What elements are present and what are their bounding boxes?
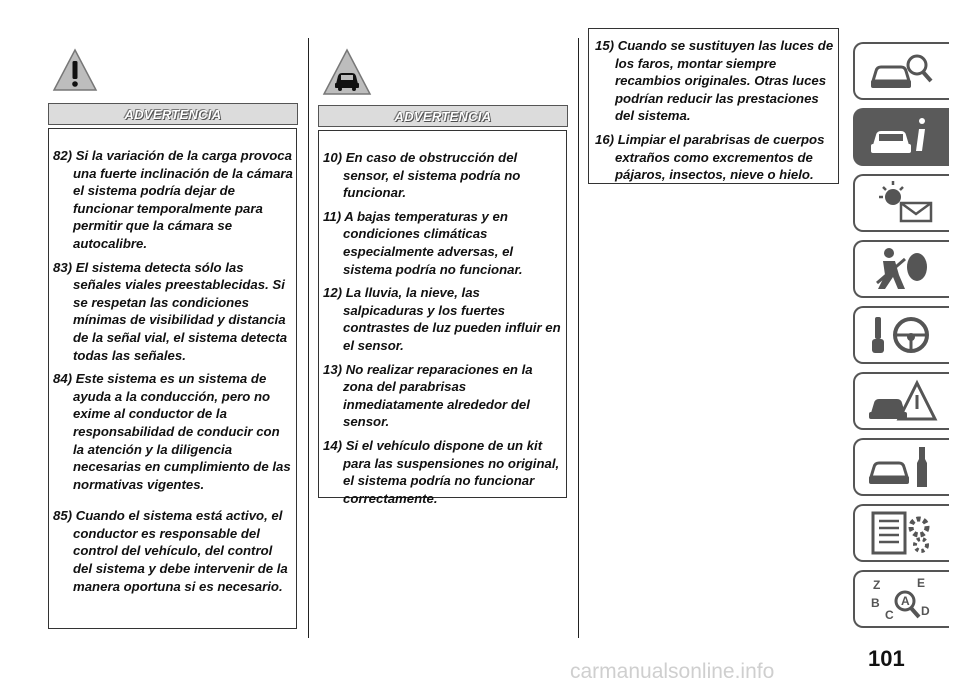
tab-car-search[interactable] xyxy=(853,42,949,100)
warning-list-3 xyxy=(595,37,834,184)
warning-item: 15) Cuando se sustituyen las luces de los faros, montar siempre recambios originales. Otras luces podrían reducir las prestaciones del sistema. xyxy=(595,38,834,124)
column-divider-left xyxy=(308,38,309,638)
tab-starting-driving[interactable] xyxy=(853,306,949,364)
svg-text:E: E xyxy=(917,576,926,590)
warning-item: 11) A bajas temperaturas y en condiciones climáticas especialmente adversas, el sistema podría no funcionar. xyxy=(323,208,523,277)
svg-text:A: A xyxy=(901,594,910,608)
warning-box-2 xyxy=(318,130,567,506)
car-info-icon xyxy=(865,113,939,161)
page-number: 101 xyxy=(868,646,905,671)
warning-item: 82) Si la variación de la carga provoca una fuerte inclinación de la cámara el sistema podría dejar de funcionar temporalmente para permitir que la cámara se autocalibre. xyxy=(53,148,293,251)
warning-item: 12) La lluvia, la nieve, las salpicaduras y los fuertes contrastes de luz pueden influir en el sensor. xyxy=(323,285,561,353)
tab-technical-data[interactable] xyxy=(853,504,949,562)
svg-text:Z: Z xyxy=(873,578,881,592)
svg-text:C: C xyxy=(885,608,894,622)
maintenance-icon xyxy=(865,443,939,491)
emergency-icon xyxy=(865,377,939,425)
tab-maintenance[interactable] xyxy=(853,438,949,496)
starting-driving-icon xyxy=(865,311,939,359)
index-icon xyxy=(865,575,939,623)
exclamation-warning-icon xyxy=(52,48,98,92)
warning-item: 16) Limpiar el parabrisas de cuerpos extraños como excrementos de pájaros, insectos, nieve o hielo. xyxy=(595,131,825,183)
column-divider-right xyxy=(578,38,579,638)
warning-list-1 xyxy=(53,147,294,595)
warning-item: 10) En caso de obstrucción del sensor, el sistema podría no funcionar. xyxy=(323,150,521,201)
safety-airbag-icon xyxy=(865,245,939,293)
technical-data-icon xyxy=(865,509,939,557)
tab-safety[interactable] xyxy=(853,240,949,298)
warning-item: 83) El sistema detecta sólo las señales viales preestablecidas. Si se respetan las condiciones mínimas de visibilidad y distancia de la señal vial, el sistema detecta todas las señales. xyxy=(53,259,288,363)
watermark: carmanualsonline.info xyxy=(570,660,775,683)
warning-heading-1: ADVERTENCIA xyxy=(48,103,298,125)
warning-box-1 xyxy=(48,128,297,629)
warning-item: 85) Cuando el sistema está activo, el conductor es responsable del control del vehículo, del control del sistema y debe intervenir de la manera oportuna si es necesario. xyxy=(53,508,288,594)
tab-emergency[interactable] xyxy=(853,372,949,430)
car-warning-icon xyxy=(322,48,372,98)
tab-warning-lights[interactable] xyxy=(853,174,949,232)
svg-text:B: B xyxy=(871,596,880,610)
warning-lights-icon xyxy=(865,179,939,227)
warning-box-3 xyxy=(588,28,839,184)
warning-item: 84) Este sistema es un sistema de ayuda a la conducción, pero no exime al conductor de la responsabilidad de conducir con la atención y la diligencia necesarias en cumplimiento de las normativas vigentes. xyxy=(53,371,291,492)
tab-index[interactable] xyxy=(853,570,949,628)
svg-text:D: D xyxy=(921,604,930,618)
car-search-icon xyxy=(865,47,939,95)
warning-item: 14) Si el vehículo dispone de un kit para las suspensiones no original, el sistema podría no funcionar correctamente. xyxy=(323,437,560,506)
warning-item: 13) No realizar reparaciones en la zona del parabrisas inmediatamente alrededor del sensor. xyxy=(323,361,533,430)
tab-car-info[interactable] xyxy=(853,108,949,166)
warning-list-2 xyxy=(323,149,562,507)
warning-heading-2: ADVERTENCIA xyxy=(318,105,568,127)
